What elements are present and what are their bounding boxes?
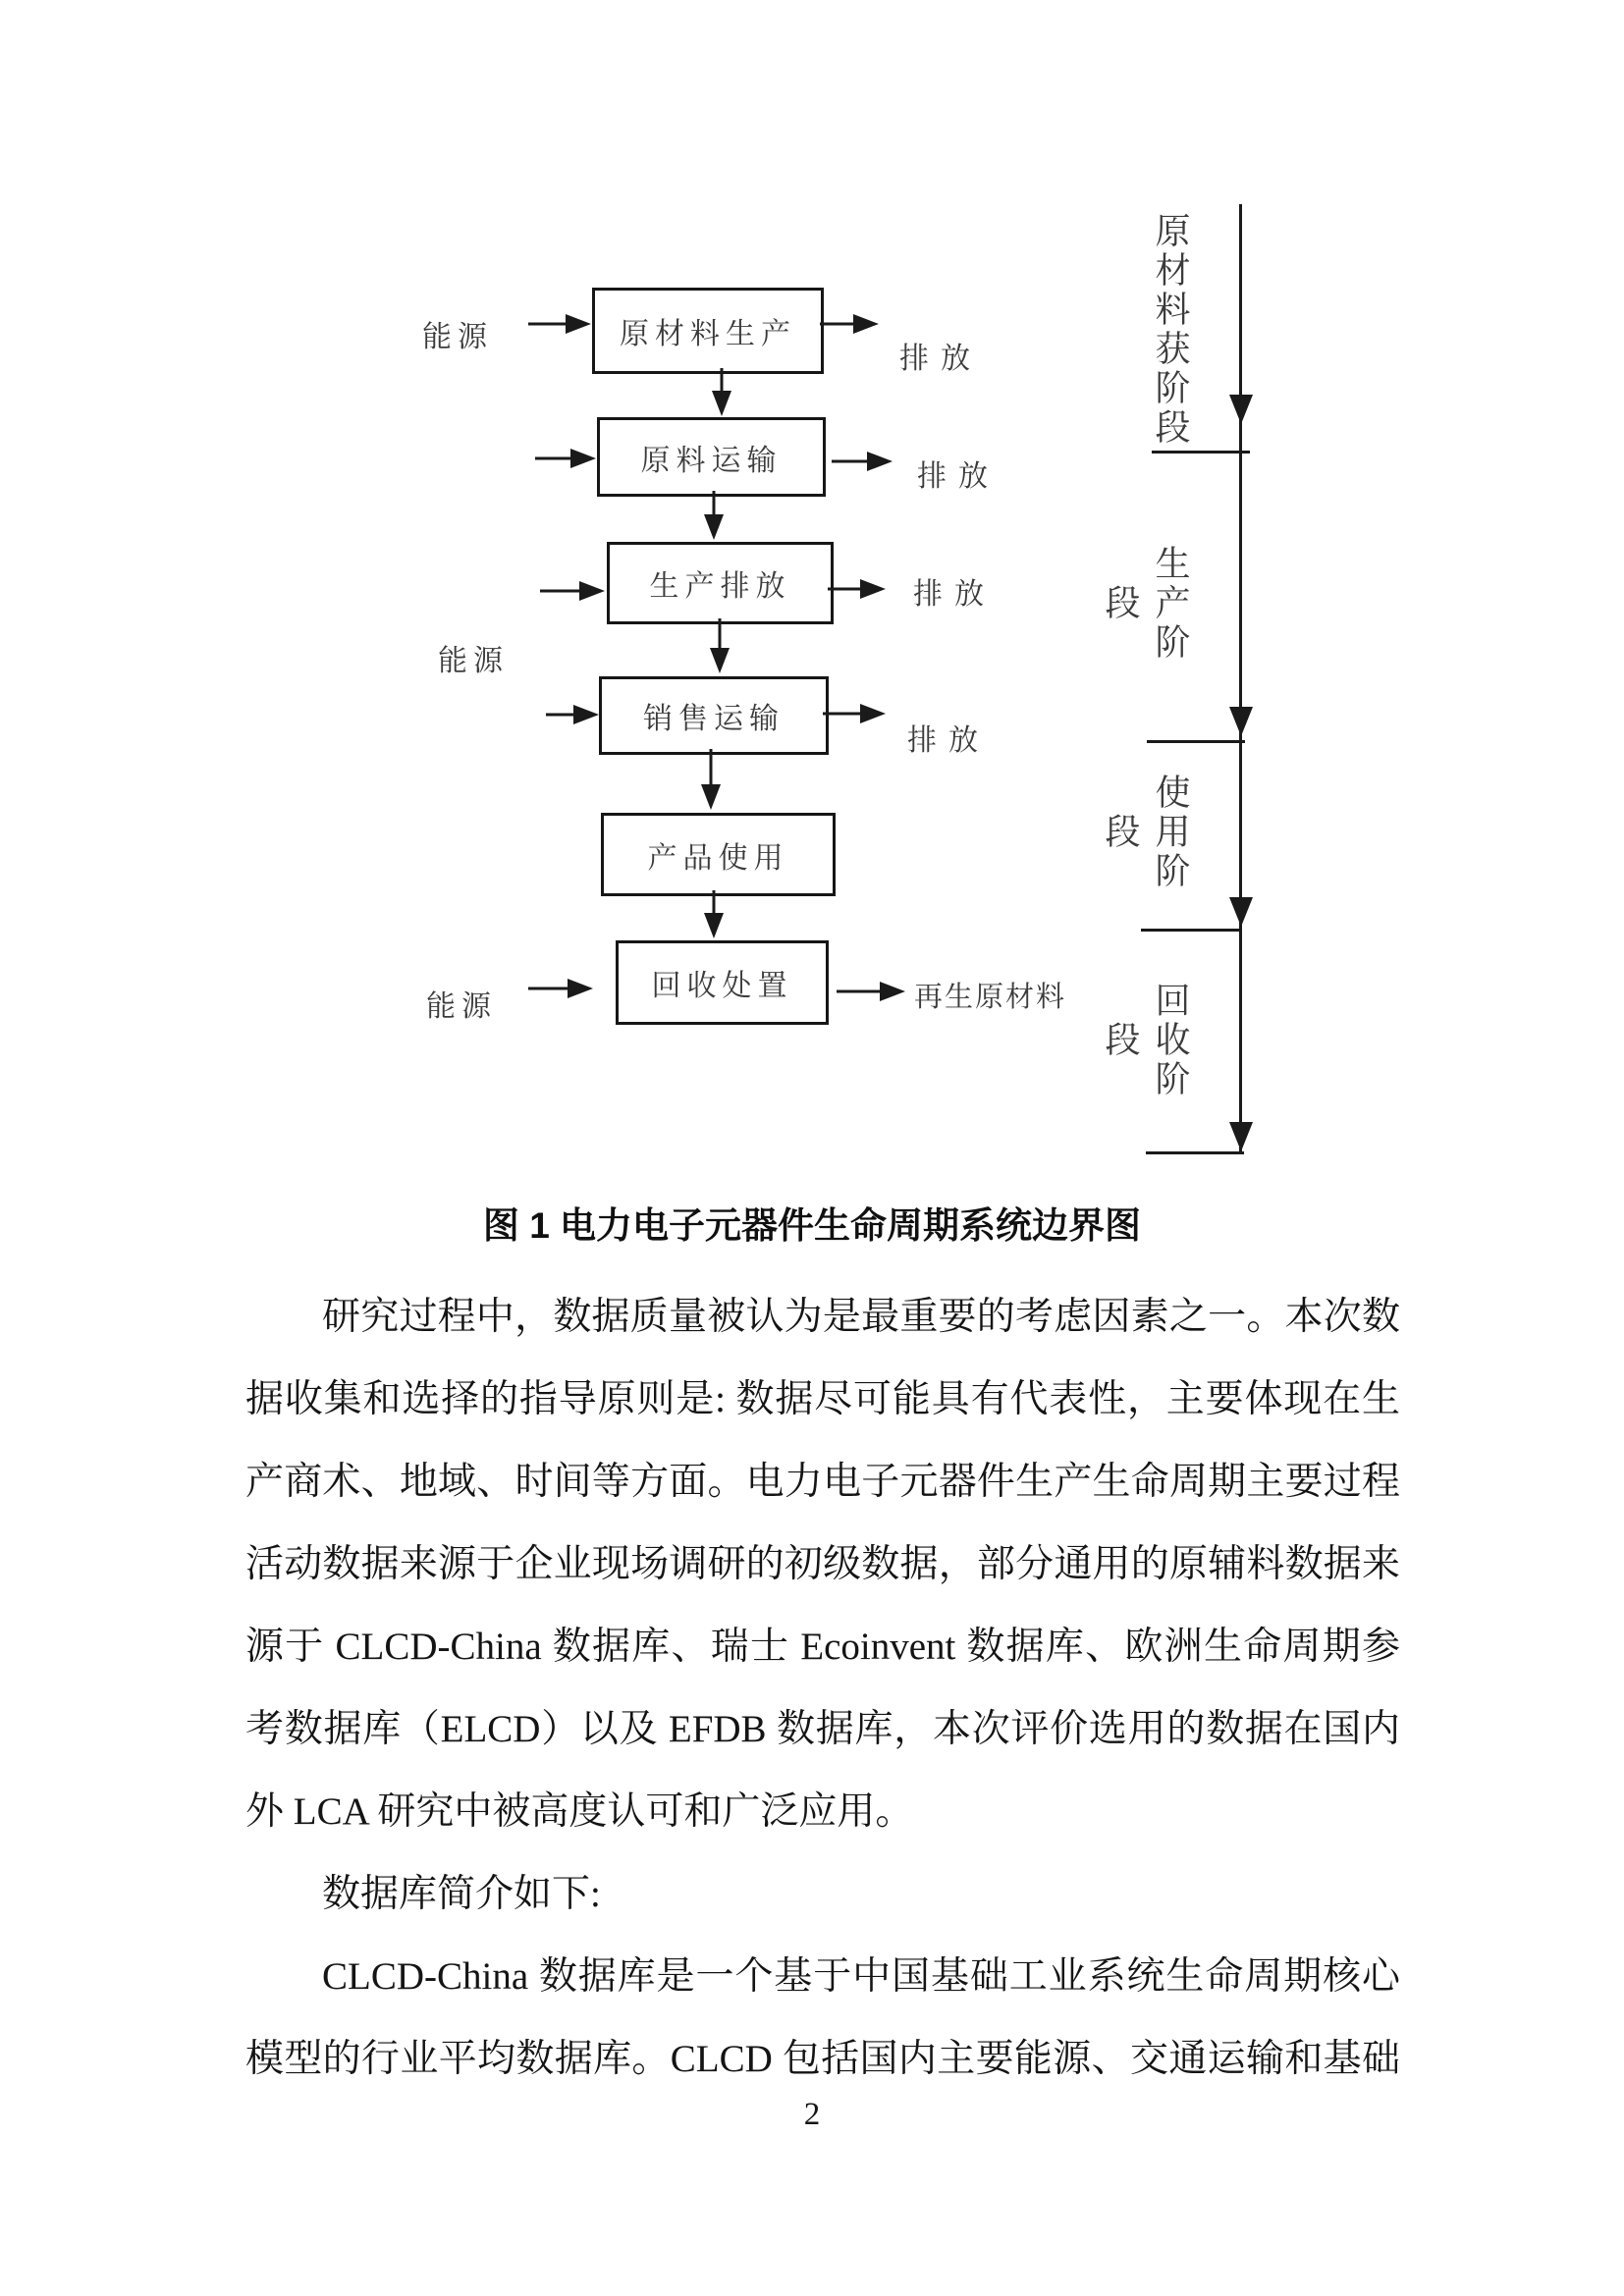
energy-label-row1: 能源 [422, 321, 493, 353]
stage-divider-2 [1147, 740, 1245, 743]
stage-label-recycling: 回收阶段 [1101, 982, 1190, 1099]
flow-box-raw-material-production [592, 288, 824, 374]
arrow-head-icon [860, 579, 886, 599]
body-line: 据收集和选择的指导原则是: 数据尽可能具有代表性，主要体现在生 [245, 1378, 1400, 1420]
arrow-head-icon [566, 314, 591, 334]
stage-divider-4 [1146, 1151, 1244, 1154]
arrow-into-sales-transport [546, 704, 599, 725]
body-line: 模型的行业平均数据库。CLCD 包括国内主要能源、交通运输和基础 [245, 2038, 1400, 2080]
arrow-head-icon [573, 705, 599, 724]
arrow-raw-material-transport-to-emission [832, 451, 893, 472]
arrow-head-icon [704, 514, 724, 540]
flow-box-label: 销售运输 [643, 703, 785, 735]
body-line: 外 LCA 研究中被高度认可和广泛应用。 [245, 1790, 914, 1833]
emission-label-row3: 排放 [913, 578, 996, 611]
arrow-box1-to-box2 [711, 368, 732, 416]
body-line: 产商术、地域、时间等方面。电力电子元器件生产生命周期主要过程 [245, 1461, 1400, 1503]
arrow-box5-to-box6 [703, 890, 725, 938]
body-line: CLCD-China 数据库是一个基于中国基础工业系统生命周期核心 [322, 1955, 1400, 1998]
arrow-box4-to-box5 [700, 749, 722, 810]
flow-box-production-emission [607, 542, 834, 624]
stage-divider-1 [1152, 451, 1250, 454]
flow-box-label: 生产排放 [649, 570, 791, 603]
arrow-production-emission-to-emission [828, 578, 886, 600]
flow-box-label: 产品使用 [647, 841, 789, 875]
arrow-energy-into-recycling-disposal [528, 978, 593, 999]
stage-label-use: 使用阶段 [1101, 774, 1190, 891]
body-line: 研究过程中，数据质量被认为是最重要的考虑因素之一。本次数 [322, 1296, 1400, 1338]
emission-label-row4: 排放 [907, 724, 990, 757]
arrow-head-icon [704, 913, 724, 938]
arrow-head-icon [701, 784, 721, 810]
arrow-head-icon [579, 581, 605, 601]
arrow-head-icon [860, 704, 886, 723]
flow-box-label: 原材料生产 [620, 318, 796, 350]
stage-label-production: 生产阶段 [1101, 545, 1190, 663]
page-number: 2 [803, 2097, 821, 2132]
arrow-energy-into-production-emission [540, 580, 605, 602]
body-line: 数据库简介如下: [322, 1873, 601, 1915]
energy-label-row3: 能源 [438, 645, 509, 677]
arrow-head-icon [710, 648, 730, 673]
stage-arrow-head-icon [1229, 897, 1253, 927]
arrow-recycling-to-recycled-material [837, 981, 905, 1002]
arrow-head-icon [853, 314, 879, 334]
stage-arrow-head-icon [1229, 707, 1253, 736]
energy-label-row6: 能源 [426, 990, 497, 1023]
emission-label-row2: 排放 [917, 460, 1000, 493]
body-line: 活动数据来源于企业现场调研的初级数据，部分通用的原辅料数据来 [245, 1543, 1400, 1585]
flow-box-raw-material-transport [597, 417, 826, 497]
arrow-head-icon [880, 982, 905, 1001]
flow-box-recycling-disposal [616, 940, 829, 1025]
stage-arrow-head-icon [1229, 1122, 1253, 1151]
flow-box-product-use [601, 813, 836, 896]
arrow-head-icon [867, 452, 893, 471]
body-line: 考数据库（ELCD）以及 EFDB 数据库，本次评价选用的数据在国内 [245, 1708, 1400, 1750]
arrow-box2-to-box3 [703, 491, 725, 540]
flow-box-sales-transport [599, 676, 829, 755]
flow-box-label: 原料运输 [640, 444, 783, 477]
stage-divider-3 [1141, 929, 1240, 932]
arrow-head-icon [712, 391, 731, 416]
stage-axis-line [1239, 204, 1242, 1152]
arrow-head-icon [568, 979, 593, 998]
arrow-box3-to-box4 [709, 618, 731, 673]
arrow-energy-into-raw-material-production [528, 313, 591, 335]
arrow-head-icon [570, 449, 596, 468]
body-line: 源于 CLCD-China 数据库、瑞士 Ecoinvent 数据库、欧洲生命周期参 [245, 1626, 1400, 1668]
arrow-into-raw-material-transport [535, 448, 596, 469]
emission-label-row1: 排放 [899, 343, 982, 375]
arrow-raw-material-production-to-emission [820, 313, 879, 335]
flow-box-label: 回收处置 [651, 970, 793, 1002]
recycled-material-label: 再生原材料 [914, 982, 1067, 1013]
stage-label-raw-material-acquisition: 原材料获阶段 [1151, 212, 1190, 448]
arrow-sales-transport-to-emission [823, 703, 886, 724]
figure-caption: 图 1 电力电子元器件生命周期系统边界图 [482, 1205, 1142, 1246]
stage-arrow-head-icon [1229, 395, 1253, 424]
